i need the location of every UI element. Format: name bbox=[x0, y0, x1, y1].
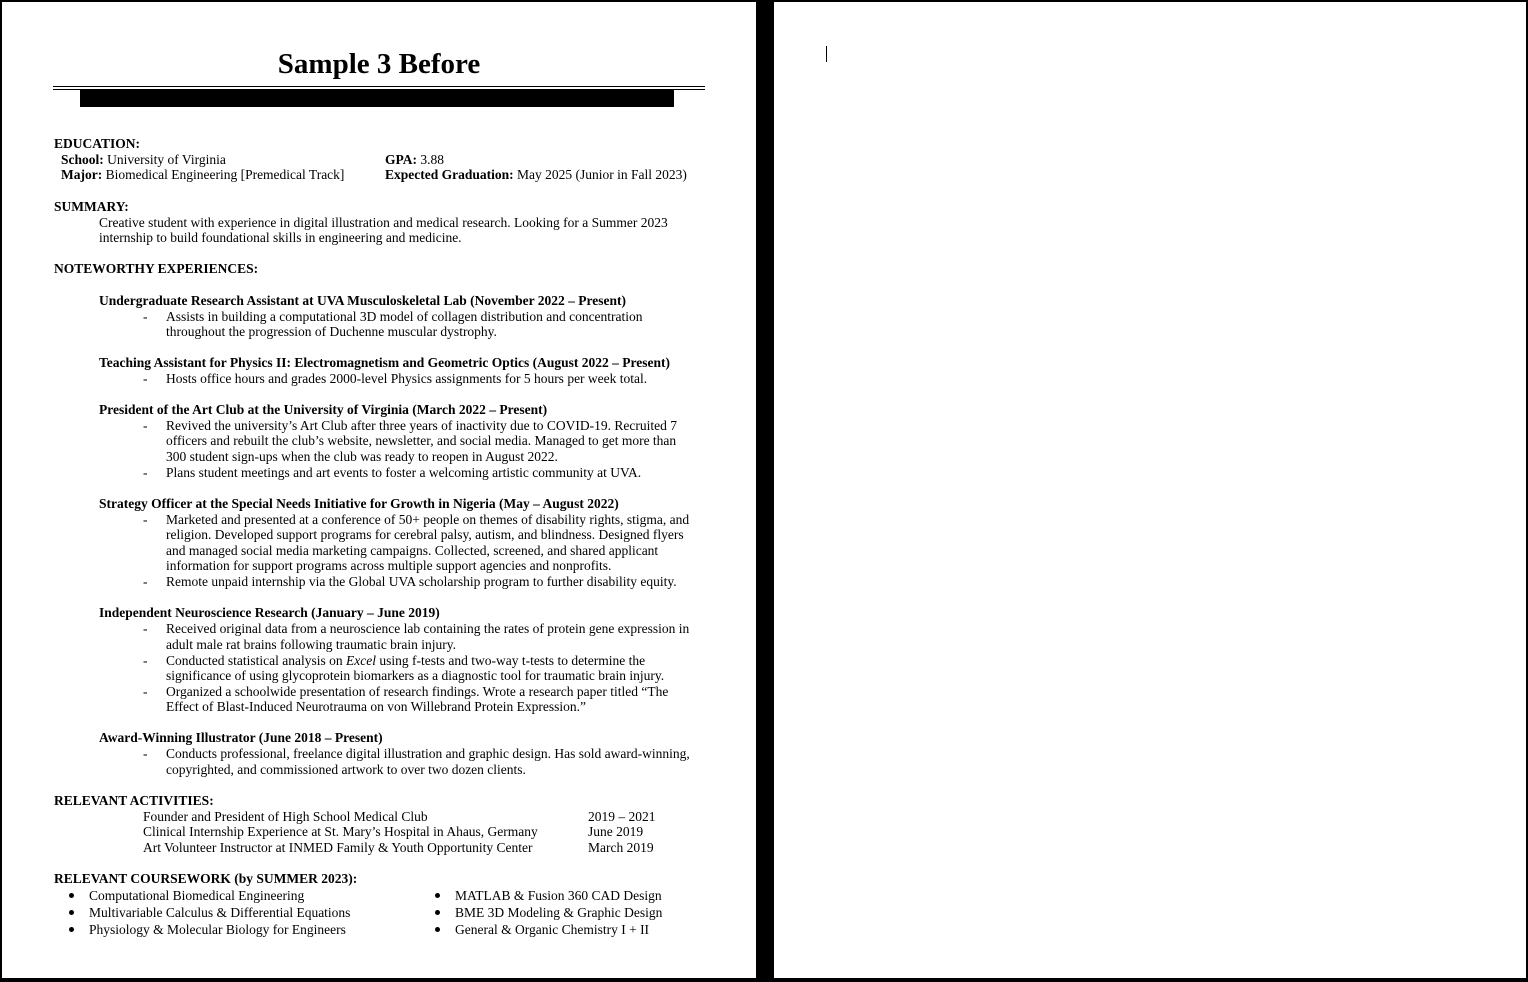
bullet-text-italic: Excel bbox=[345, 653, 376, 668]
bullet-text: Conducted statistical analysis on bbox=[166, 653, 346, 668]
experience-title: President of the Art Club at the University of Virginia (March 2022 – Present) bbox=[99, 402, 548, 417]
bullet-line: copyrighted, and commissioned artwork to over two dozen clients. bbox=[166, 762, 526, 777]
title-rule-top bbox=[53, 86, 705, 87]
dash-bullet: - bbox=[143, 746, 148, 761]
education-heading: EDUCATION: bbox=[54, 136, 141, 151]
experiences-heading: NOTEWORTHY EXPERIENCES: bbox=[54, 261, 259, 276]
bullet-line: and managed social media marketing campaigns. Collected, screened, and shared applicant bbox=[166, 543, 659, 558]
experience-title: Strategy Officer at the Special Needs Initiative for Growth in Nigeria (May – August 2022) bbox=[99, 496, 619, 511]
course-item: General & Organic Chemistry I + II bbox=[455, 922, 650, 937]
bullet-line bbox=[166, 653, 645, 669]
dash-bullet: - bbox=[143, 621, 148, 636]
activity-name: Founder and President of High School Medical Club bbox=[143, 809, 428, 824]
summary-line-1: Creative student with experience in digital illustration and medical research. Looking for a Summer 2023 bbox=[99, 215, 668, 230]
course-item: Physiology & Molecular Biology for Engineers bbox=[89, 922, 346, 937]
text-cursor bbox=[826, 46, 827, 62]
bullet-text: using f-tests and two-way t-tests to determine the bbox=[375, 653, 646, 668]
bullet-dot bbox=[435, 910, 440, 915]
bullet-line: adult male rat brains following traumatic brain injury. bbox=[166, 637, 457, 652]
major-line bbox=[61, 167, 344, 183]
bullet-line: Received original data from a neuroscience lab containing the rates of protein gene expression in bbox=[166, 621, 690, 636]
gpa-label: GPA: bbox=[385, 152, 417, 167]
gpa-value: 3.88 bbox=[420, 152, 444, 167]
major-value: Biomedical Engineering [Premedical Track] bbox=[105, 167, 345, 182]
course-item: Computational Biomedical Engineering bbox=[89, 888, 305, 903]
activities-heading: RELEVANT ACTIVITIES: bbox=[54, 793, 214, 808]
document-page-2[interactable] bbox=[774, 2, 1526, 978]
major-label: Major: bbox=[61, 167, 103, 182]
experience-title: Teaching Assistant for Physics II: Electromagnetism and Geometric Optics (August 2022 – Present) bbox=[99, 355, 670, 370]
bullet-line: Remote unpaid internship via the Global UVA scholarship program to further disability equity. bbox=[166, 574, 677, 589]
course-item: Multivariable Calculus & Differential Equations bbox=[89, 905, 351, 920]
experience-title: Undergraduate Research Assistant at UVA Musculoskeletal Lab (November 2022 – Present) bbox=[99, 293, 626, 308]
graduation-value: May 2025 (Junior in Fall 2023) bbox=[517, 167, 687, 182]
bullet-line: significance of using glycoprotein biomarkers as a diagnostic tool for traumatic brain injury. bbox=[166, 668, 665, 683]
graduation-label: Expected Graduation: bbox=[385, 167, 514, 182]
bullet-dot bbox=[69, 893, 74, 898]
activity-name: Clinical Internship Experience at St. Mary’s Hospital in Ahaus, Germany bbox=[143, 824, 538, 839]
bullet-line: Effect of Blast-Induced Neurotrauma on von Willebrand Protein Expression.” bbox=[166, 699, 586, 714]
bullet-line: Conducts professional, freelance digital illustration and graphic design. Has sold award-winning, bbox=[166, 746, 690, 761]
dash-bullet: - bbox=[143, 684, 148, 699]
dash-bullet: - bbox=[143, 465, 148, 480]
dash-bullet: - bbox=[143, 418, 148, 433]
bullet-line: Organized a schoolwide presentation of research findings. Wrote a research paper titled “The bbox=[166, 684, 669, 699]
activity-date: 2019 – 2021 bbox=[588, 809, 656, 824]
page-gutter bbox=[758, 0, 772, 982]
bullet-dot bbox=[69, 927, 74, 932]
bullet-line: Hosts office hours and grades 2000-level Physics assignments for 5 hours per week total. bbox=[166, 371, 648, 386]
summary-line-2: internship to build foundational skills in engineering and medicine. bbox=[99, 230, 462, 245]
bullet-line: officers and rebuilt the club’s website, newsletter, and social media. Managed to get more than bbox=[166, 433, 677, 448]
bullet-line: Plans student meetings and art events to foster a welcoming artistic community at UVA. bbox=[166, 465, 642, 480]
summary-heading: SUMMARY: bbox=[54, 199, 129, 214]
dash-bullet: - bbox=[143, 309, 148, 324]
school-value: University of Virginia bbox=[107, 152, 226, 167]
activity-date: March 2019 bbox=[588, 840, 654, 855]
dash-bullet: - bbox=[143, 371, 148, 386]
bullet-line: religion. Developed support programs for cerebral palsy, autism, and blindness. Designed flyers bbox=[166, 527, 684, 542]
coursework-heading: RELEVANT COURSEWORK (by SUMMER 2023): bbox=[54, 871, 358, 886]
bullet-line: throughout the progression of Duchenne muscular dystrophy. bbox=[166, 324, 497, 339]
bullet-dot bbox=[69, 910, 74, 915]
experience-title: Independent Neuroscience Research (January – June 2019) bbox=[99, 605, 440, 620]
bullet-line: 300 student sign-ups when the club was ready to reopen in August 2022. bbox=[166, 449, 558, 464]
bullet-dot bbox=[435, 893, 440, 898]
dash-bullet: - bbox=[143, 512, 148, 527]
dash-bullet: - bbox=[143, 574, 148, 589]
document-page-1[interactable] bbox=[2, 2, 756, 978]
bullet-line: information for support programs across multiple support agencies and nonprofits. bbox=[166, 558, 612, 573]
bullet-line: Revived the university’s Art Club after three years of inactivity due to COVID-19. Recruited 7 bbox=[166, 418, 677, 433]
gpa-line bbox=[385, 152, 444, 168]
document-title: Sample 3 Before bbox=[277, 48, 481, 80]
bullet-line: Marketed and presented at a conference of 50+ people on themes of disability rights, stigma, and bbox=[166, 512, 690, 527]
school-label: School: bbox=[61, 152, 104, 167]
dash-bullet: - bbox=[143, 653, 148, 668]
school-line bbox=[61, 152, 226, 168]
redacted-contact-bar bbox=[80, 89, 674, 107]
graduation-line bbox=[385, 167, 687, 183]
course-item: BME 3D Modeling & Graphic Design bbox=[455, 905, 663, 920]
activity-date: June 2019 bbox=[588, 824, 644, 839]
experience-title: Award-Winning Illustrator (June 2018 – Present) bbox=[99, 730, 383, 745]
bullet-line: Assists in building a computational 3D model of collagen distribution and concentration bbox=[166, 309, 643, 324]
bullet-dot bbox=[435, 927, 440, 932]
course-item: MATLAB & Fusion 360 CAD Design bbox=[455, 888, 662, 903]
activity-name: Art Volunteer Instructor at INMED Family & Youth Opportunity Center bbox=[143, 840, 533, 855]
